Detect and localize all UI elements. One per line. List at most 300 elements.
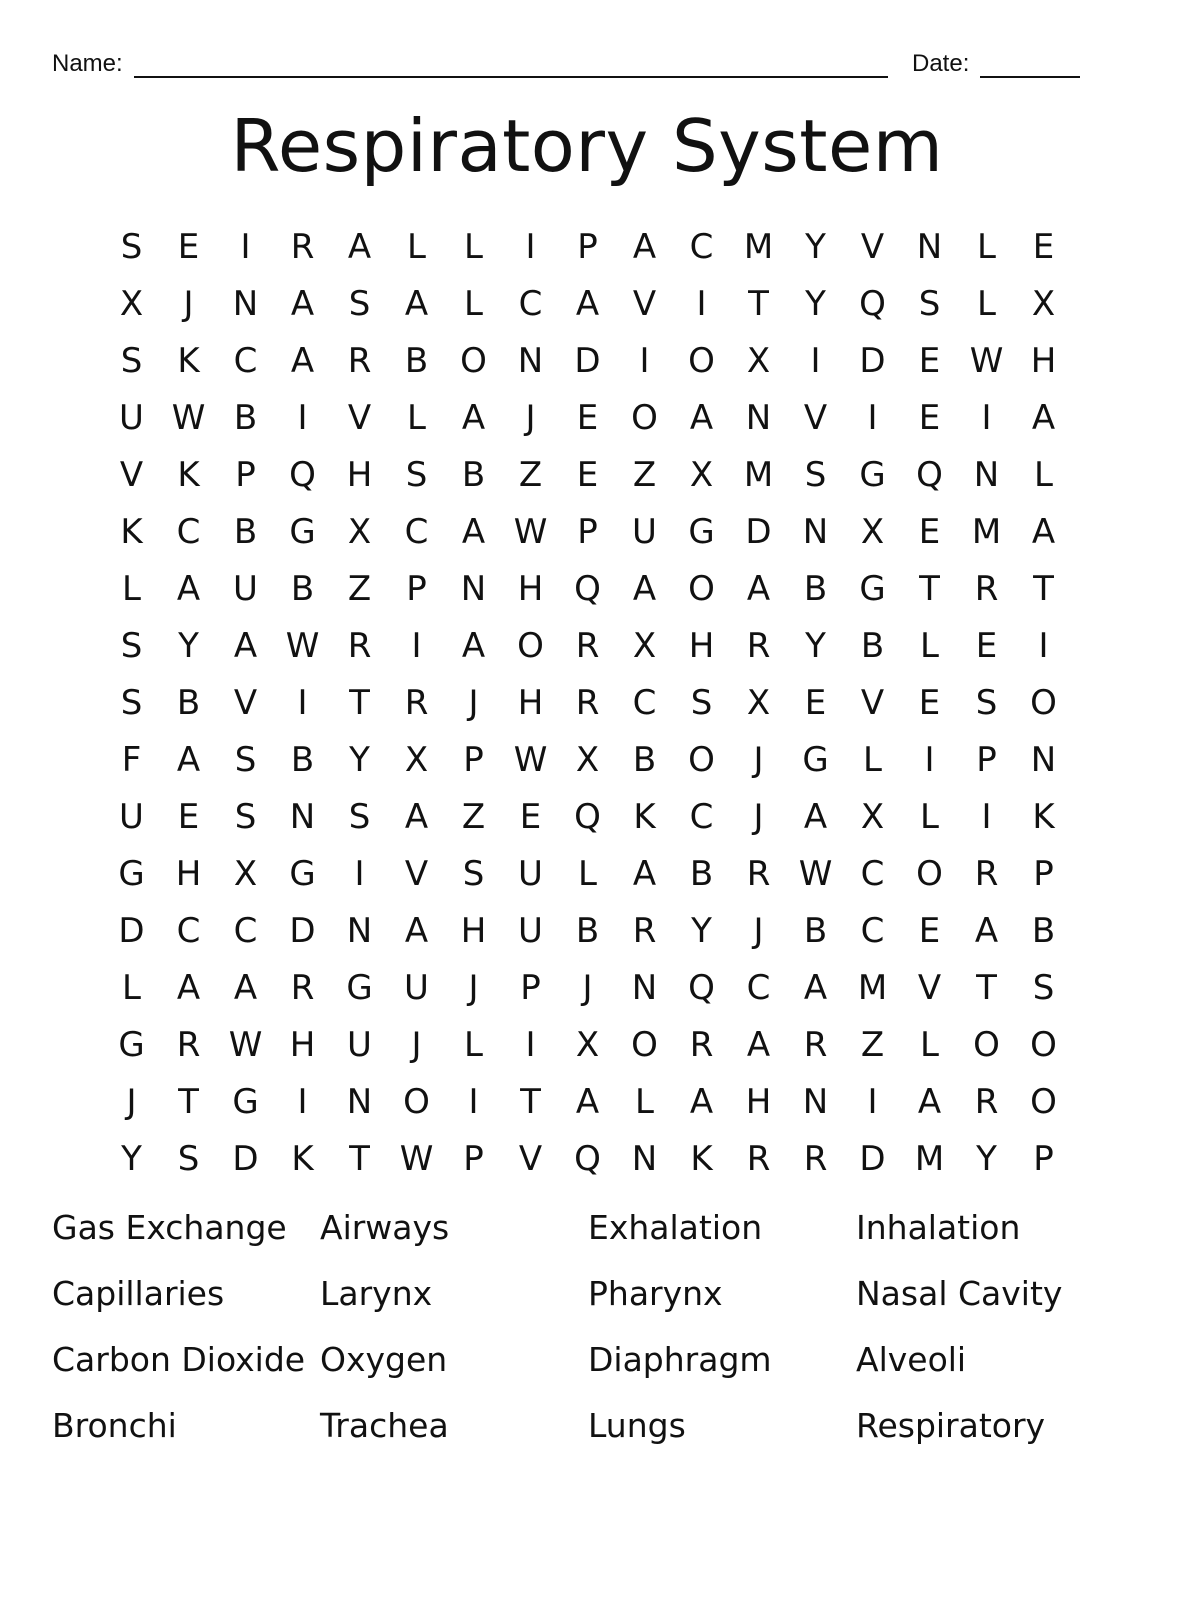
grid-letter[interactable]: C xyxy=(860,853,885,894)
grid-letter[interactable]: H xyxy=(745,1081,772,1122)
grid-letter[interactable]: A xyxy=(689,1081,714,1122)
grid-letter[interactable]: A xyxy=(461,625,486,666)
grid-letter[interactable]: T xyxy=(349,682,370,723)
grid-letter[interactable]: T xyxy=(349,1138,370,1179)
grid-letter[interactable]: I xyxy=(639,340,650,381)
grid-letter[interactable]: A xyxy=(689,397,714,438)
grid-letter[interactable]: A xyxy=(974,910,999,951)
grid-letter[interactable]: N xyxy=(802,1081,829,1122)
grid-letter[interactable]: A xyxy=(1031,511,1056,552)
grid-letter[interactable]: T xyxy=(520,1081,541,1122)
grid-letter[interactable]: G xyxy=(346,967,373,1008)
grid-letter[interactable]: T xyxy=(178,1081,199,1122)
grid-letter[interactable]: S xyxy=(918,283,941,324)
grid-letter[interactable]: A xyxy=(404,283,429,324)
word-list-item: Pharynx xyxy=(588,1274,723,1313)
grid-letter[interactable]: Q xyxy=(688,967,715,1008)
grid-letter[interactable]: A xyxy=(461,511,486,552)
grid-letter[interactable]: R xyxy=(746,625,771,666)
grid-letter[interactable]: N xyxy=(460,568,487,609)
grid-letter[interactable]: I xyxy=(297,682,308,723)
grid-letter[interactable]: O xyxy=(403,1081,430,1122)
grid-letter[interactable]: O xyxy=(631,397,658,438)
grid-letter[interactable]: D xyxy=(859,1138,886,1179)
grid-letter[interactable]: I xyxy=(981,796,992,837)
grid-letter[interactable]: A xyxy=(176,568,201,609)
grid-letter[interactable]: X xyxy=(575,1024,600,1065)
grid-letter[interactable]: U xyxy=(632,511,657,552)
grid-letter[interactable]: U xyxy=(347,1024,372,1065)
grid-letter[interactable]: E xyxy=(1032,226,1055,267)
grid-letter[interactable]: I xyxy=(696,283,707,324)
grid-letter[interactable]: H xyxy=(460,910,487,951)
grid-letter[interactable]: P xyxy=(577,226,598,267)
grid-letter[interactable]: Z xyxy=(518,454,543,495)
grid-letter[interactable]: R xyxy=(575,625,600,666)
grid-letter[interactable]: W xyxy=(513,739,548,780)
grid-letter[interactable]: B xyxy=(290,739,315,780)
grid-letter[interactable]: I xyxy=(411,625,422,666)
grid-letter[interactable]: K xyxy=(177,454,200,495)
grid-letter[interactable]: R xyxy=(575,682,600,723)
grid-letter[interactable]: Q xyxy=(574,568,601,609)
grid-letter[interactable]: A xyxy=(404,910,429,951)
grid-letter[interactable]: E xyxy=(918,910,941,951)
grid-letter[interactable]: Q xyxy=(574,796,601,837)
grid-letter[interactable]: L xyxy=(977,283,996,324)
grid-letter[interactable]: M xyxy=(743,454,774,495)
grid-letter[interactable]: G xyxy=(802,739,829,780)
word-list-item: Diaphragm xyxy=(588,1340,772,1379)
grid-letter[interactable]: B xyxy=(803,568,828,609)
grid-letter[interactable]: S xyxy=(120,682,143,723)
grid-letter[interactable]: R xyxy=(803,1024,828,1065)
grid-letter[interactable]: N xyxy=(1030,739,1057,780)
grid-letter[interactable]: M xyxy=(743,226,774,267)
grid-letter[interactable]: I xyxy=(297,1081,308,1122)
grid-letter[interactable]: U xyxy=(518,910,543,951)
grid-letter[interactable]: C xyxy=(404,511,429,552)
grid-letter[interactable]: L xyxy=(464,1024,483,1065)
grid-letter[interactable]: A xyxy=(575,283,600,324)
grid-letter[interactable]: J xyxy=(468,967,479,1008)
grid-letter[interactable]: E xyxy=(975,625,998,666)
grid-letter[interactable]: L xyxy=(863,739,882,780)
grid-letter[interactable]: C xyxy=(233,340,258,381)
grid-letter[interactable]: O xyxy=(688,340,715,381)
grid-letter[interactable]: W xyxy=(513,511,548,552)
grid-letter[interactable]: Y xyxy=(121,1138,142,1179)
grid-letter[interactable]: B xyxy=(233,511,258,552)
grid-letter[interactable]: I xyxy=(867,397,878,438)
grid-letter[interactable]: J xyxy=(126,1081,137,1122)
grid-letter[interactable]: V xyxy=(518,1138,543,1179)
grid-row xyxy=(103,446,1072,503)
grid-letter[interactable]: R xyxy=(746,1138,771,1179)
grid-letter[interactable]: S xyxy=(234,739,257,780)
grid-letter[interactable]: A xyxy=(746,568,771,609)
grid-letter[interactable]: I xyxy=(240,226,251,267)
grid-letter[interactable]: V xyxy=(233,682,258,723)
grid-letter[interactable]: O xyxy=(1030,1024,1057,1065)
grid-letter[interactable]: A xyxy=(632,568,657,609)
grid-letter[interactable]: N xyxy=(631,967,658,1008)
grid-letter[interactable]: B xyxy=(404,340,429,381)
grid-letter[interactable]: C xyxy=(860,910,885,951)
grid-letter[interactable]: Y xyxy=(349,739,370,780)
grid-letter[interactable]: P xyxy=(235,454,256,495)
grid-letter[interactable]: Q xyxy=(289,454,316,495)
grid-letter[interactable]: N xyxy=(232,283,259,324)
grid-letter[interactable]: C xyxy=(233,910,258,951)
grid-letter[interactable]: N xyxy=(973,454,1000,495)
grid-letter[interactable]: J xyxy=(753,796,764,837)
grid-letter[interactable]: U xyxy=(119,397,144,438)
grid-letter[interactable]: X xyxy=(347,511,372,552)
grid-letter[interactable]: R xyxy=(404,682,429,723)
grid-letter[interactable]: D xyxy=(745,511,772,552)
grid-letter[interactable]: A xyxy=(290,340,315,381)
grid-letter[interactable]: J xyxy=(753,910,764,951)
grid-letter[interactable]: H xyxy=(688,625,715,666)
grid-letter[interactable]: Q xyxy=(574,1138,601,1179)
grid-letter[interactable]: A xyxy=(803,796,828,837)
grid-letter[interactable]: V xyxy=(917,967,942,1008)
header xyxy=(52,46,1092,86)
grid-letter[interactable]: A xyxy=(461,397,486,438)
grid-letter[interactable]: G xyxy=(232,1081,259,1122)
grid-letter[interactable]: A xyxy=(176,967,201,1008)
grid-letter[interactable]: A xyxy=(404,796,429,837)
grid-letter[interactable]: M xyxy=(971,511,1002,552)
grid-letter[interactable]: A xyxy=(917,1081,942,1122)
grid-letter[interactable]: E xyxy=(918,340,941,381)
grid-letter[interactable]: X xyxy=(119,283,144,324)
grid-letter[interactable]: P xyxy=(577,511,598,552)
grid-letter[interactable]: K xyxy=(291,1138,314,1179)
grid-letter[interactable]: I xyxy=(1038,625,1049,666)
grid-letter[interactable]: S xyxy=(348,283,371,324)
grid-letter[interactable]: H xyxy=(175,853,202,894)
grid-letter[interactable]: B xyxy=(290,568,315,609)
grid-letter[interactable]: N xyxy=(289,796,316,837)
grid-letter[interactable]: P xyxy=(1033,853,1054,894)
grid-letter[interactable]: R xyxy=(290,226,315,267)
grid-letter[interactable]: A xyxy=(176,739,201,780)
grid-letter[interactable]: O xyxy=(973,1024,1000,1065)
grid-letter[interactable]: O xyxy=(631,1024,658,1065)
grid-letter[interactable]: S xyxy=(120,340,143,381)
grid-letter[interactable]: D xyxy=(289,910,316,951)
grid-letter[interactable]: U xyxy=(119,796,144,837)
grid-letter[interactable]: L xyxy=(635,1081,654,1122)
grid-letter[interactable]: Z xyxy=(860,1024,885,1065)
grid-letter[interactable]: L xyxy=(464,283,483,324)
grid-letter[interactable]: C xyxy=(746,967,771,1008)
grid-letter[interactable]: J xyxy=(753,739,764,780)
grid-letter[interactable]: Z xyxy=(632,454,657,495)
grid-letter[interactable]: A xyxy=(746,1024,771,1065)
grid-letter[interactable]: B xyxy=(176,682,201,723)
grid-letter[interactable]: E xyxy=(576,454,599,495)
grid-letter[interactable]: K xyxy=(690,1138,713,1179)
grid-letter[interactable]: Z xyxy=(347,568,372,609)
grid-letter[interactable]: T xyxy=(748,283,769,324)
grid-letter[interactable]: T xyxy=(976,967,997,1008)
grid-letter[interactable]: S xyxy=(234,796,257,837)
grid-letter[interactable]: J xyxy=(411,1024,422,1065)
grid-letter[interactable]: Z xyxy=(461,796,486,837)
grid-letter[interactable]: A xyxy=(632,853,657,894)
grid-letter[interactable]: C xyxy=(689,796,714,837)
grid-letter[interactable]: V xyxy=(632,283,657,324)
grid-letter[interactable]: Y xyxy=(805,625,826,666)
grid-letter[interactable]: S xyxy=(120,226,143,267)
grid-letter[interactable]: N xyxy=(346,1081,373,1122)
grid-letter[interactable]: C xyxy=(689,226,714,267)
page-title: Respiratory System xyxy=(230,104,944,188)
grid-letter[interactable]: A xyxy=(803,967,828,1008)
grid-letter[interactable]: I xyxy=(924,739,935,780)
grid-letter[interactable]: L xyxy=(920,796,939,837)
grid-letter[interactable]: N xyxy=(745,397,772,438)
grid-letter[interactable]: J xyxy=(183,283,194,324)
grid-letter[interactable]: S xyxy=(1032,967,1055,1008)
grid-letter[interactable]: I xyxy=(525,1024,536,1065)
grid-letter[interactable]: H xyxy=(289,1024,316,1065)
grid-letter[interactable]: V xyxy=(119,454,144,495)
grid-letter[interactable]: A xyxy=(347,226,372,267)
grid-letter[interactable]: A xyxy=(575,1081,600,1122)
grid-letter[interactable]: O xyxy=(1030,682,1057,723)
grid-row xyxy=(103,332,1072,389)
grid-letter[interactable]: W xyxy=(171,397,206,438)
grid-letter[interactable]: K xyxy=(177,340,200,381)
grid-letter[interactable]: U xyxy=(404,967,429,1008)
grid-letter[interactable]: E xyxy=(576,397,599,438)
grid-letter[interactable]: S xyxy=(804,454,827,495)
grid-letter[interactable]: A xyxy=(233,625,258,666)
grid-letter[interactable]: P xyxy=(463,739,484,780)
grid-letter[interactable]: Y xyxy=(691,910,712,951)
grid-letter[interactable]: B xyxy=(233,397,258,438)
grid-letter[interactable]: W xyxy=(399,1138,434,1179)
grid-letter[interactable]: E xyxy=(519,796,542,837)
grid-letter[interactable]: S xyxy=(348,796,371,837)
grid-letter[interactable]: A xyxy=(632,226,657,267)
grid-letter[interactable]: X xyxy=(404,739,429,780)
grid-letter[interactable]: I xyxy=(867,1081,878,1122)
grid-letter[interactable]: V xyxy=(860,682,885,723)
grid-letter[interactable]: K xyxy=(633,796,656,837)
grid-letter[interactable]: L xyxy=(464,226,483,267)
grid-letter[interactable]: K xyxy=(1032,796,1055,837)
grid-letter[interactable]: P xyxy=(406,568,427,609)
grid-letter[interactable]: L xyxy=(920,625,939,666)
grid-letter[interactable]: L xyxy=(920,1024,939,1065)
grid-letter[interactable]: K xyxy=(120,511,143,552)
grid-letter[interactable]: L xyxy=(407,397,426,438)
grid-letter[interactable]: L xyxy=(977,226,996,267)
name-field-line[interactable] xyxy=(134,76,888,78)
grid-letter[interactable]: I xyxy=(297,397,308,438)
grid-letter[interactable]: N xyxy=(517,340,544,381)
grid-letter[interactable]: E xyxy=(177,796,200,837)
grid-letter[interactable]: A xyxy=(1031,397,1056,438)
grid-letter[interactable]: R xyxy=(176,1024,201,1065)
grid-letter[interactable]: B xyxy=(575,910,600,951)
grid-letter[interactable]: W xyxy=(285,625,320,666)
grid-letter[interactable]: M xyxy=(914,1138,945,1179)
grid-letter[interactable]: P xyxy=(976,739,997,780)
date-field-line[interactable] xyxy=(980,76,1080,78)
grid-letter[interactable]: G xyxy=(289,853,316,894)
grid-letter[interactable]: I xyxy=(810,340,821,381)
grid-letter[interactable]: E xyxy=(804,682,827,723)
grid-letter[interactable]: H xyxy=(346,454,373,495)
grid-letter[interactable]: B xyxy=(632,739,657,780)
grid-letter[interactable]: X xyxy=(860,796,885,837)
grid-letter[interactable]: C xyxy=(176,910,201,951)
grid-letter[interactable]: R xyxy=(974,853,999,894)
grid-letter[interactable]: C xyxy=(518,283,543,324)
grid-letter[interactable]: I xyxy=(525,226,536,267)
grid-letter[interactable]: G xyxy=(859,454,886,495)
grid-letter[interactable]: L xyxy=(578,853,597,894)
grid-letter[interactable]: Y xyxy=(805,283,826,324)
grid-letter[interactable]: H xyxy=(1030,340,1057,381)
grid-letter[interactable]: V xyxy=(860,226,885,267)
grid-letter[interactable]: X xyxy=(746,340,771,381)
grid-letter[interactable]: O xyxy=(1030,1081,1057,1122)
grid-letter[interactable]: R xyxy=(974,568,999,609)
grid-letter[interactable]: H xyxy=(517,682,544,723)
grid-letter[interactable]: W xyxy=(969,340,1004,381)
grid-letter[interactable]: B xyxy=(860,625,885,666)
grid-letter[interactable]: X xyxy=(746,682,771,723)
grid-letter[interactable]: A xyxy=(290,283,315,324)
grid-letter[interactable]: O xyxy=(460,340,487,381)
grid-letter[interactable]: D xyxy=(232,1138,259,1179)
grid-letter[interactable]: W xyxy=(798,853,833,894)
grid-letter[interactable]: X xyxy=(1031,283,1056,324)
grid-letter[interactable]: N xyxy=(916,226,943,267)
grid-letter[interactable]: U xyxy=(233,568,258,609)
grid-letter[interactable]: X xyxy=(233,853,258,894)
grid-letter[interactable]: R xyxy=(803,1138,828,1179)
grid-letter[interactable]: N xyxy=(631,1138,658,1179)
grid-letter[interactable]: N xyxy=(346,910,373,951)
grid-letter[interactable]: R xyxy=(290,967,315,1008)
grid-letter[interactable]: X xyxy=(689,454,714,495)
grid-letter[interactable]: X xyxy=(575,739,600,780)
grid-letter[interactable]: R xyxy=(632,910,657,951)
word-list-item: Inhalation xyxy=(856,1208,1021,1247)
grid-letter[interactable]: R xyxy=(347,625,372,666)
grid-letter[interactable]: G xyxy=(688,511,715,552)
grid-letter[interactable]: L xyxy=(407,226,426,267)
grid-letter[interactable]: P xyxy=(1033,1138,1054,1179)
grid-letter[interactable]: G xyxy=(289,511,316,552)
grid-letter[interactable]: O xyxy=(688,568,715,609)
grid-letter[interactable]: L xyxy=(122,568,141,609)
grid-row xyxy=(103,1016,1072,1073)
grid-letter[interactable]: D xyxy=(118,910,145,951)
grid-letter[interactable]: N xyxy=(802,511,829,552)
grid-letter[interactable]: A xyxy=(233,967,258,1008)
grid-letter[interactable]: V xyxy=(347,397,372,438)
grid-letter[interactable]: L xyxy=(1034,454,1053,495)
grid-letter[interactable]: Y xyxy=(178,625,199,666)
grid-letter[interactable]: O xyxy=(517,625,544,666)
grid-letter[interactable]: R xyxy=(689,1024,714,1065)
grid-letter[interactable]: V xyxy=(404,853,429,894)
grid-letter[interactable]: S xyxy=(405,454,428,495)
grid-letter[interactable]: B xyxy=(689,853,714,894)
grid-letter[interactable]: E xyxy=(918,682,941,723)
grid-letter[interactable]: U xyxy=(518,853,543,894)
grid-letter[interactable]: S xyxy=(120,625,143,666)
grid-letter[interactable]: M xyxy=(857,967,888,1008)
grid-letter[interactable]: O xyxy=(688,739,715,780)
grid-letter[interactable]: X xyxy=(860,511,885,552)
grid-letter[interactable]: G xyxy=(118,853,145,894)
grid-letter[interactable]: T xyxy=(919,568,940,609)
grid-letter[interactable]: V xyxy=(803,397,828,438)
grid-letter[interactable]: P xyxy=(463,1138,484,1179)
grid-letter[interactable]: R xyxy=(347,340,372,381)
grid-letter[interactable]: S xyxy=(690,682,713,723)
grid-letter[interactable]: Q xyxy=(916,454,943,495)
grid-letter[interactable]: I xyxy=(981,397,992,438)
grid-letter[interactable]: I xyxy=(468,1081,479,1122)
grid-letter[interactable]: Y xyxy=(805,226,826,267)
grid-letter[interactable]: Y xyxy=(976,1138,997,1179)
grid-letter[interactable]: G xyxy=(118,1024,145,1065)
grid-letter[interactable]: E xyxy=(918,511,941,552)
grid-letter[interactable]: H xyxy=(517,568,544,609)
grid-letter[interactable]: B xyxy=(461,454,486,495)
grid-letter[interactable]: P xyxy=(520,967,541,1008)
grid-letter[interactable]: F xyxy=(121,739,142,780)
grid-letter[interactable]: J xyxy=(582,967,593,1008)
word-list-item: Respiratory xyxy=(856,1406,1046,1445)
grid-letter[interactable]: T xyxy=(1033,568,1054,609)
grid-letter[interactable]: S xyxy=(177,1138,200,1179)
grid-letter[interactable]: C xyxy=(176,511,201,552)
grid-letter[interactable]: J xyxy=(525,397,536,438)
grid-letter[interactable]: D xyxy=(859,340,886,381)
grid-letter[interactable]: L xyxy=(122,967,141,1008)
grid-letter[interactable]: Q xyxy=(859,283,886,324)
grid-letter[interactable]: R xyxy=(974,1081,999,1122)
grid-letter[interactable]: E xyxy=(918,397,941,438)
grid-letter[interactable]: B xyxy=(803,910,828,951)
grid-letter[interactable]: B xyxy=(1031,910,1056,951)
grid-letter[interactable]: C xyxy=(632,682,657,723)
grid-letter[interactable]: S xyxy=(462,853,485,894)
grid-letter[interactable]: X xyxy=(632,625,657,666)
grid-letter[interactable]: W xyxy=(228,1024,263,1065)
grid-letter[interactable]: E xyxy=(177,226,200,267)
grid-letter[interactable]: D xyxy=(574,340,601,381)
grid-letter[interactable]: I xyxy=(354,853,365,894)
grid-letter[interactable]: J xyxy=(468,682,479,723)
grid-letter[interactable]: O xyxy=(916,853,943,894)
grid-letter[interactable]: R xyxy=(746,853,771,894)
grid-letter[interactable]: S xyxy=(975,682,998,723)
grid-letter[interactable]: G xyxy=(859,568,886,609)
